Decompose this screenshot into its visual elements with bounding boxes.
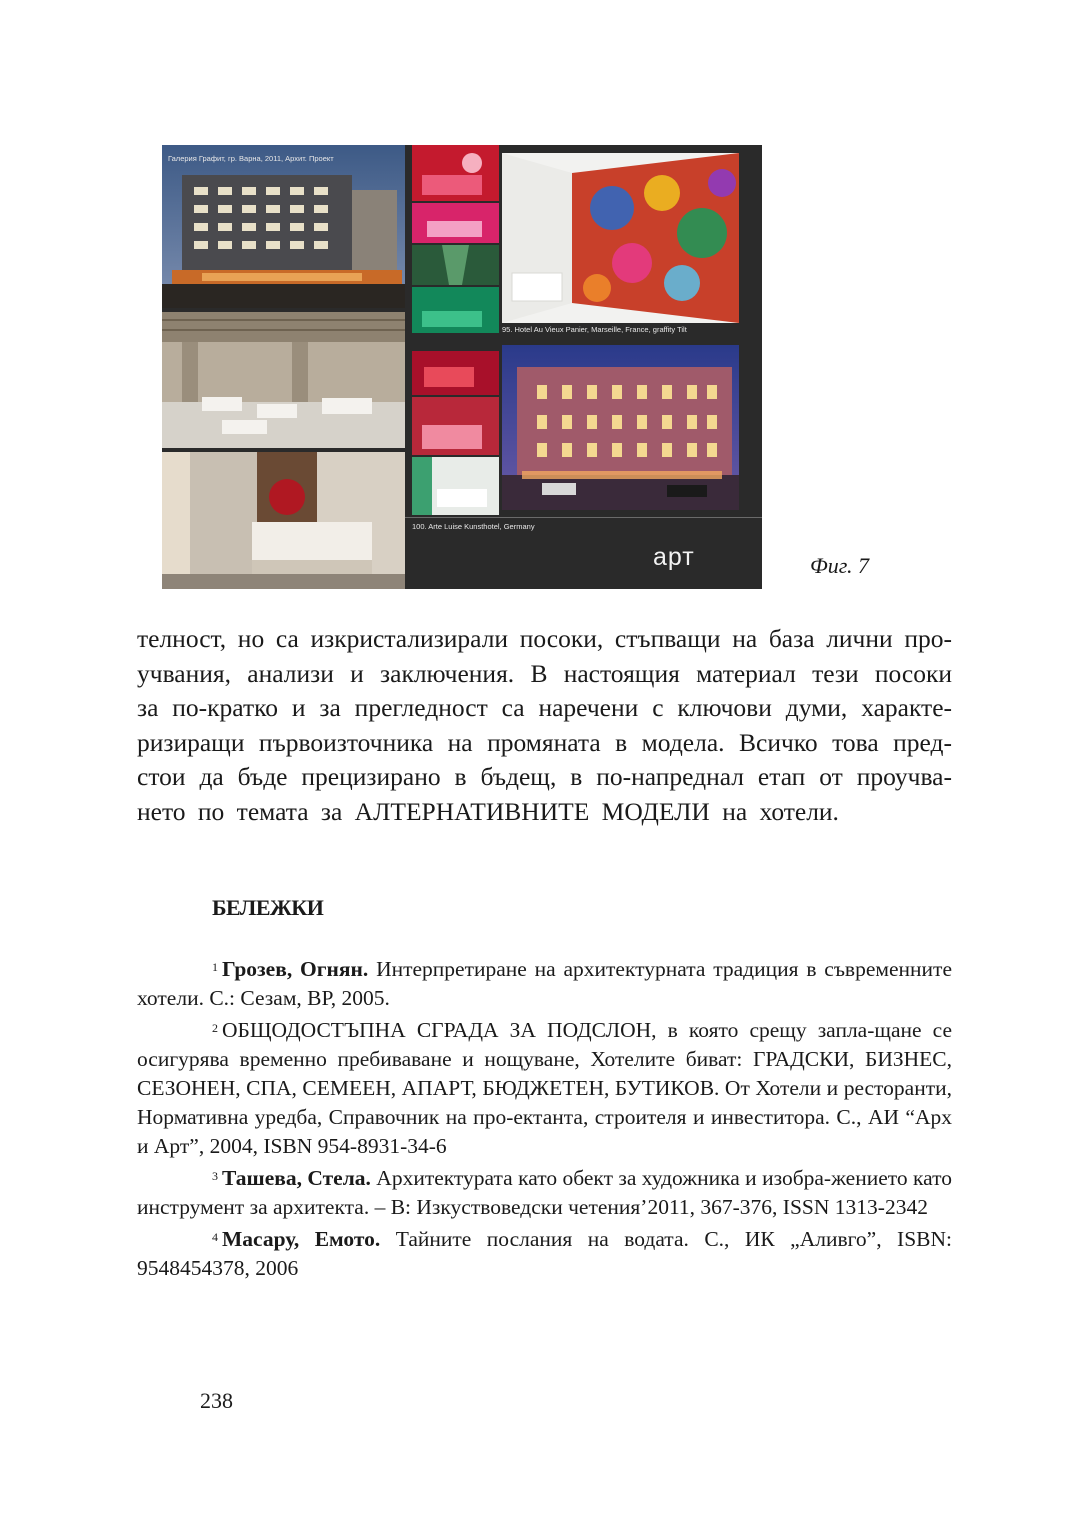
photo-corridor bbox=[412, 245, 499, 285]
note-number: 1 bbox=[212, 960, 218, 974]
body-line: нето по темата за АЛТЕРНАТИВНИТЕ МОДЕЛИ на хотели. bbox=[137, 796, 839, 826]
note-author: Грозев, Огнян. bbox=[222, 957, 369, 981]
photo-gallery-hotel-exterior bbox=[162, 145, 405, 308]
photo-room-pink bbox=[412, 203, 499, 243]
body-paragraph bbox=[137, 622, 952, 830]
note-text: Архитектурата като обект за художника и изобра-жението като инструмент за архитекта. – В: Изкуствоведски четения’2011, 367-376, ISSN 1313-2342 bbox=[137, 1166, 952, 1219]
page-number: 238 bbox=[200, 1388, 233, 1413]
note-item bbox=[137, 1164, 952, 1222]
note-text: ОБЩОДОСТЪПНА СГРАДА ЗА ПОДСЛОН, в която срещу запла-щане се осигурява временно пребиваване и нощуване, Хотелите биват: ГРАДСКИ, БИЗНЕС, СЕЗОНЕН, СПА, СЕМЕЕН, АПАРТ, БЮДЖЕТЕН, БУТИКОВ. От Хотели и ресторанти, Нормативна уредба, Справочник на про-ектанта, строителя и инвеститора. С., АИ “Арх и Арт”, 2004, ISBN 954-8931-34-6 bbox=[137, 1018, 952, 1158]
note-number: 4 bbox=[212, 1230, 218, 1244]
body-line: учвания, анализи и заключения. В настоящия материал тези посоки bbox=[137, 658, 952, 688]
caption-hotel-au-vieux-panier: 95. Hotel Au Vieux Panier, Marseille, France, graffity Tilt bbox=[502, 325, 687, 334]
note-text: Интерпретиране на архитектурната традиция в съвременните хотели. С.: Сезам, ВР, 2005. bbox=[137, 957, 952, 1010]
note-number: 3 bbox=[212, 1169, 218, 1183]
figure-collage bbox=[162, 145, 762, 589]
body-line: ризиращи първоизточника на промяната в модела. Всичко това пред- bbox=[137, 727, 952, 757]
photo-hotel-bedroom bbox=[162, 452, 405, 589]
body-line: за по-кратко и за прегледност са наречени с ключови думи, характе- bbox=[137, 693, 952, 723]
note-item bbox=[137, 1225, 952, 1283]
photo-restaurant-interior bbox=[162, 312, 405, 448]
photo-room-crimson bbox=[412, 337, 499, 395]
figure-label: Фиг. 7 bbox=[810, 553, 869, 578]
caption-gallery-hotel: Галерия Графит, гр. Варна, 2011, Архит. Проект bbox=[168, 154, 334, 163]
photo-graffiti-room bbox=[502, 153, 739, 323]
photo-room-red bbox=[412, 145, 499, 201]
photo-room-white bbox=[412, 457, 499, 515]
figure-category-tag: арт bbox=[653, 543, 695, 571]
note-item bbox=[137, 1016, 952, 1161]
photo-arte-luise-facade bbox=[502, 345, 739, 510]
photo-room-green bbox=[412, 287, 499, 333]
notes-heading: БЕЛЕЖКИ bbox=[212, 895, 324, 920]
photo-room-rose bbox=[412, 397, 499, 455]
body-line: стои да бъде прецизирано в бъдещ, в по-напреднал етап от проучва- bbox=[137, 762, 952, 792]
note-author: Масару, Емото. bbox=[222, 1227, 381, 1251]
note-item bbox=[137, 955, 952, 1013]
note-text: Тайните послания на водата. С., ИК „Аливго”, ISBN: 9548454378, 2006 bbox=[137, 1227, 953, 1280]
note-author: Ташева, Стела. bbox=[222, 1166, 371, 1190]
note-number: 2 bbox=[212, 1021, 218, 1035]
figure-divider bbox=[405, 517, 762, 518]
caption-arte-luise: 100. Arte Luise Kunsthotel, Germany bbox=[412, 522, 535, 531]
notes-list bbox=[137, 955, 952, 1286]
body-line: телност, но са изкристализирали посоки, стъпващи на база лични про- bbox=[137, 624, 952, 653]
